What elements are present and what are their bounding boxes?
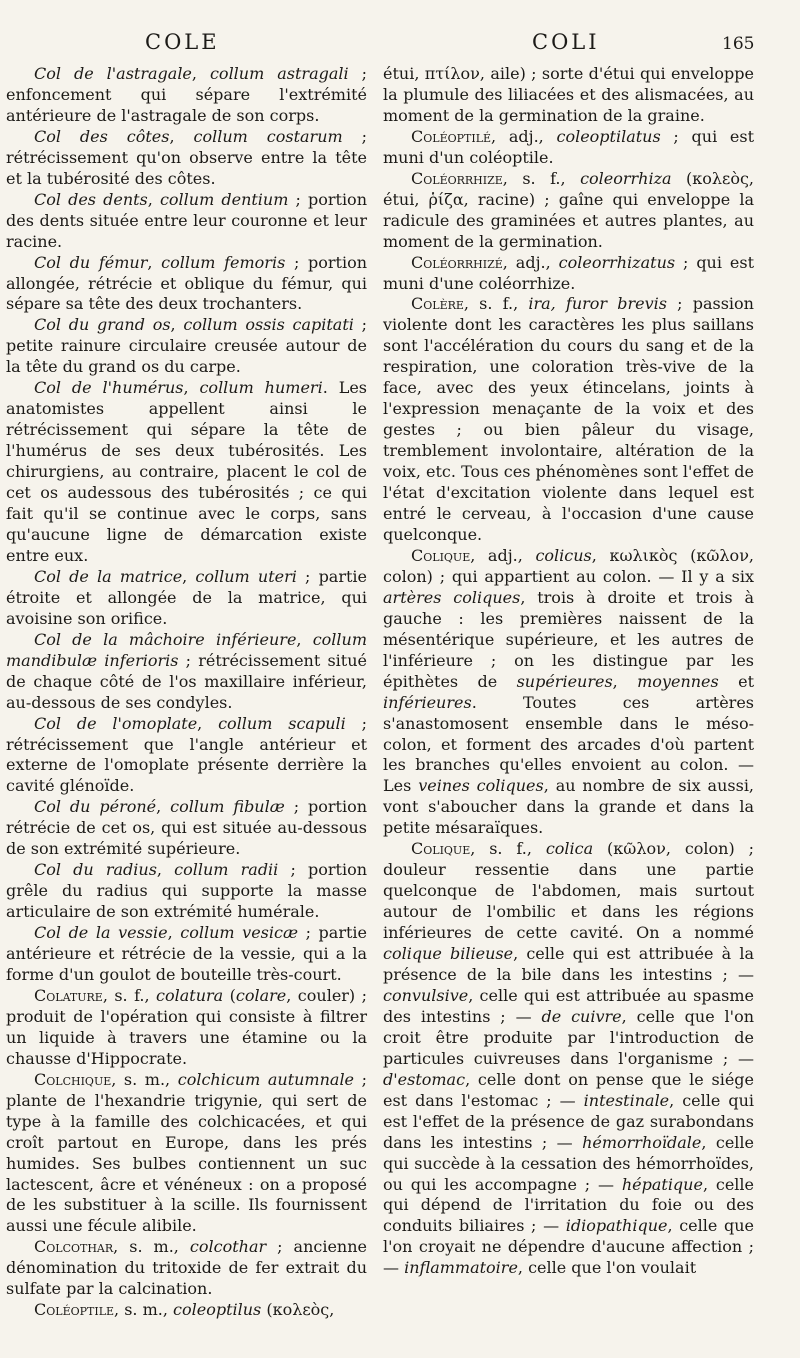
entry-text: ,	[147, 252, 162, 272]
dictionary-entry	[6, 923, 367, 986]
header-right-guideword: COLI	[532, 30, 600, 54]
entry-text: ,	[156, 860, 175, 880]
entry-italic-text: convulsive	[383, 985, 469, 1005]
dictionary-entry	[383, 253, 754, 295]
entry-text: ; portion allongée, rétrécie et oblique du fémur, qui sépare sa tête des deux trochanters.	[6, 252, 368, 314]
dictionary-entry	[6, 860, 367, 923]
entry-italic-text: collum uteri	[195, 566, 297, 586]
entry-italic-text: coleorrhiza	[580, 168, 672, 188]
dictionary-entry	[383, 64, 754, 127]
right-column	[383, 64, 754, 1279]
dictionary-entry	[383, 169, 754, 253]
entry-text: ; passion violente dont les caractères les plus saillans sont l'accélération du cours du sang et de la respiration, une coloration très-vive de la face, avec des yeux étincelans, joints à l'expression menaçante de la voix et des gestes ; ou bien pâleur du visage, tremblement involontaire, altération de la voix, etc. Tous ces phénomènes sont l'effet de l'état d'excitation violente dans lequel est entré le cerveau, à l'occasion d'une cause quelconque.	[383, 294, 754, 544]
dictionary-entry	[383, 546, 754, 839]
entry-italic-text: supérieures	[516, 671, 613, 691]
entry-italic-text: colicus	[535, 545, 592, 565]
entry-italic-text: colchicum autumnale	[177, 1069, 355, 1089]
entry-text: , celle qui succède à la cessation des hémorrhoïdes, ou qui les accompagne ; —	[383, 1132, 754, 1194]
entry-text: ; rétrécissement que l'angle antérieur et externe de l'omoplate présente derrière la cavité glénoïde.	[6, 713, 367, 796]
entry-italic-text: Col du fémur	[34, 252, 148, 272]
entry-text: ,	[169, 126, 194, 146]
entry-text: , trois à droite et trois à gauche : les premières naissent de la mésentérique supérieure, et les autres de l'inférieure ; on les distingue par les épithètes de	[383, 587, 754, 691]
entry-italic-text: collum dentium	[159, 189, 289, 209]
dictionary-entry	[6, 1300, 367, 1321]
entry-text: , au nombre de six aussi, vont s'aboucher dans la grande et dans la petite mésaraïques.	[383, 776, 755, 838]
entry-text: , adj.,	[470, 545, 536, 565]
dictionary-entry	[6, 567, 367, 630]
entry-text: ; portion des dents située entre leur couronne et leur racine.	[6, 189, 367, 251]
entry-italic-text: colique bilieuse	[383, 944, 514, 964]
entry-italic-text: hémorrhoïdale	[582, 1132, 702, 1152]
entry-italic-text: coleorrhizatus	[558, 252, 676, 272]
entry-text: (	[223, 985, 236, 1005]
entry-text: , s. f.,	[102, 985, 157, 1005]
entry-text: ,	[183, 378, 200, 398]
entry-italic-text: collum costarum	[193, 126, 343, 146]
entry-text: ,	[191, 64, 210, 83]
entry-text: , celle qui dépend de l'irritation du foie ou des conduits biliaires ; —	[383, 1174, 754, 1236]
entry-italic-text: Col de la mâchoire inférieure	[34, 629, 297, 649]
entry-text: , adj.,	[502, 252, 559, 272]
entry-text: , couler) ; produit de l'opération qui consiste à filtrer un liquide à travers une étamine ou la chausse d'Hippocrate.	[6, 985, 368, 1068]
entry-italic-text: coleoptilus	[173, 1300, 262, 1320]
entry-italic-text: collum vesicæ	[180, 923, 298, 943]
entry-text: . Les anatomistes appellent ainsi le rétrécissement qui sépare la tête de l'humérus de ses deux tubérosités. Les chirurgiens, au contraire, placent le col de cet os audessous des tubérosités ; ce qui fait qu'il se continue avec le corps, sans qu'aucune ligne de démarcation existe entre eux.	[6, 378, 368, 565]
entry-italic-text: de cuivre	[541, 1006, 622, 1026]
entry-italic-text: Col de l'omoplate	[34, 713, 198, 733]
entry-italic-text: coleoptilatus	[556, 126, 661, 146]
entry-text: , celle dont on pense que le siége est dans l'estomac ; —	[383, 1069, 754, 1110]
dictionary-entry	[6, 378, 367, 567]
entry-text: ; partie étroite et allongée de la matrice, qui avoisine son orifice.	[6, 566, 368, 628]
entry-text: ; portion grêle du radius qui supporte la masse articulaire de son extrémité humérale.	[6, 860, 368, 922]
page-number: 165	[722, 34, 755, 54]
entry-italic-text: Col du grand os	[34, 315, 171, 335]
entry-text: , celle que l'on croit être produite par l'introduction de particules cuivreuses dans l'organisme ; —	[383, 1006, 755, 1068]
entry-text: ; partie antérieure et rétrécie de la vessie, qui a la forme d'un goulot de bouteille très-court.	[6, 923, 367, 984]
dictionary-entry	[6, 1070, 367, 1238]
entry-italic-text: Col de la matrice	[34, 566, 183, 586]
header-left-guideword: COLE	[145, 30, 220, 54]
running-header	[0, 30, 800, 60]
entry-text: ,	[296, 629, 313, 649]
entry-text: (κῶλον, colon) ; douleur ressentie dans une partie quelconque de l'abdomen, mais surtout autour de l'ombilic et dans les régions inférieures de cette cavité. On a nommé	[383, 839, 754, 943]
entry-italic-text: colatura	[156, 985, 224, 1005]
entry-italic-text: collum ossis capitati	[183, 315, 354, 335]
entry-italic-text: collum scapuli	[218, 713, 346, 733]
entry-italic-text: colica	[545, 839, 594, 859]
left-column	[6, 64, 367, 1321]
dictionary-entry	[383, 294, 754, 545]
entry-text: , s. m.,	[114, 1300, 174, 1320]
entry-text: ; rétrécissement qu'on observe entre la tête et la tubérosité des côtes.	[6, 126, 367, 188]
entry-text: ; qui est muni d'un coléoptile.	[383, 126, 755, 167]
entry-italic-text: ira, furor brevis	[528, 294, 667, 314]
entry-headword: Coléoptile	[34, 1300, 115, 1320]
entry-italic-text: Col de l'humérus	[34, 378, 184, 398]
entry-text: étui, πτίλον, aile) ; sorte d'étui qui enveloppe la plumule des liliacées et des alismacées, au moment de la germination de la graine.	[383, 64, 754, 125]
entry-text: ; enfoncement qui sépare l'extrémité antérieure de l'astragale de son corps.	[6, 64, 368, 125]
entry-headword: Colique	[411, 839, 471, 859]
dictionary-entry	[6, 190, 367, 253]
entry-italic-text: Col de l'astragale	[34, 64, 192, 83]
entry-text: ,	[167, 923, 181, 943]
entry-italic-text: inférieures	[383, 692, 472, 712]
entry-text: (κολεὸς, étui, ῥίζα, racine) ; gaîne qui enveloppe la radicule des graminées et autres plantes, au moment de la germination.	[383, 168, 754, 251]
entry-italic-text: collum mandibulæ inferioris	[6, 629, 368, 670]
dictionary-entry	[383, 127, 754, 169]
entry-italic-text: Col des côtes	[34, 126, 170, 146]
entry-italic-text: Col du radius	[34, 860, 157, 880]
entry-italic-text: intestinale	[583, 1090, 670, 1110]
dictionary-entry	[6, 64, 367, 127]
entry-italic-text: Col du péroné	[34, 797, 157, 817]
entry-text: , celle qui est l'effet de la présence de gaz surabondans dans les intestins ; —	[383, 1090, 755, 1152]
entry-italic-text: collum fibulæ	[170, 797, 285, 817]
entry-headword: Colchique	[34, 1069, 112, 1089]
entry-italic-text: idiopathique	[565, 1216, 668, 1236]
entry-text: ,	[197, 713, 219, 733]
entry-italic-text: colare	[235, 985, 287, 1005]
entry-italic-text: artères coliques	[383, 587, 521, 607]
entry-italic-text: d'estomac	[383, 1069, 466, 1089]
entry-text: et	[718, 671, 754, 691]
dictionary-entry	[6, 986, 367, 1070]
entry-text: ,	[147, 189, 160, 209]
entry-text: ,	[612, 671, 638, 691]
entry-text: ; petite rainure circulaire creusée autour de la tête du grand os du carpe.	[6, 315, 367, 377]
entry-headword: Colère	[411, 294, 464, 314]
entry-italic-text: collum femoris	[161, 252, 286, 272]
entry-italic-text: collum radii	[174, 860, 279, 880]
entry-text: ; rétrécissement situé de chaque côté de l'os maxillaire inférieur, au-dessous de ses condyles.	[6, 650, 367, 712]
entry-text: , s. f.,	[470, 839, 546, 859]
entry-text: ,	[156, 797, 171, 817]
entry-italic-text: Col des dents	[34, 189, 148, 209]
entry-italic-text: moyennes	[637, 671, 719, 691]
entry-headword: Colique	[411, 545, 471, 565]
entry-text: , κωλικὸς (κῶλον, colon) ; qui appartient au colon. — Il y a six	[383, 545, 754, 586]
entry-italic-text: collum humeri	[199, 378, 323, 398]
entry-text: , celle que l'on voulait	[517, 1258, 697, 1278]
dictionary-entry	[6, 127, 367, 190]
entry-text: , s. f.,	[463, 294, 529, 314]
entry-italic-text: collum astragali	[209, 64, 349, 83]
entry-text: , celle qui est attribuée à la présence de la bile dans les intestins ; —	[383, 944, 754, 984]
entry-text: (κολεὸς,	[261, 1300, 335, 1320]
entry-text: . Toutes ces artères s'anastomosent ensemble dans le méso-colon, et forment des arcades d'où partent les branches qu'elles envoient au colon. — Les	[383, 692, 754, 796]
dictionary-entry	[6, 797, 367, 860]
entry-text: ; qui est muni d'une coléorrhize.	[383, 252, 755, 293]
entry-italic-text: colcothar	[189, 1237, 267, 1257]
entry-text: ,	[182, 566, 196, 586]
entry-italic-text: inflammatoire	[404, 1258, 518, 1278]
dictionary-entry	[6, 630, 367, 714]
entry-italic-text: hépatique	[621, 1174, 703, 1194]
entry-text: ; ancienne dénomination du tritoxide de fer extrait du sulfate par la calcination.	[6, 1237, 368, 1299]
dictionary-entry	[6, 315, 367, 378]
dictionary-entry	[6, 714, 367, 798]
dictionary-entry	[6, 1237, 367, 1300]
entry-text: , s. m.,	[111, 1069, 178, 1089]
entry-text: , celle que l'on croyait ne dépendre d'aucune affection ; —	[383, 1216, 755, 1278]
entry-headword: Coléoptilé	[411, 126, 492, 146]
dictionary-entry	[383, 839, 754, 1279]
entry-headword: Coléorrhizé	[411, 252, 503, 272]
entry-headword: Coléorrhize	[411, 168, 503, 188]
entry-text: , adj.,	[491, 126, 557, 146]
entry-italic-text: Col de la vessie	[34, 923, 168, 943]
dictionary-entry	[6, 253, 367, 316]
entry-text: , s. f.,	[502, 168, 581, 188]
entry-text: , celle qui est attribuée au spasme des intestins ; —	[383, 985, 754, 1026]
entry-headword: Colature	[34, 985, 103, 1005]
entry-text: ; portion rétrécie de cet os, qui est située au-dessous de son extrémité supérieure.	[6, 797, 368, 859]
entry-text: , s. m.,	[113, 1237, 190, 1257]
entry-headword: Colcothar	[34, 1237, 114, 1257]
entry-italic-text: veines coliques	[418, 776, 544, 796]
entry-text: ; plante de l'hexandrie trigynie, qui sert de type à la famille des colchicacées, et qui croît partout en Europe, dans les prés humides. Ses bulbes contiennent un suc lactescent, âcre et vénéneux : on a proposé de les substituer à la scille. Ils fournissent aussi une fécule alibile.	[6, 1069, 368, 1236]
entry-text: ,	[170, 315, 184, 335]
